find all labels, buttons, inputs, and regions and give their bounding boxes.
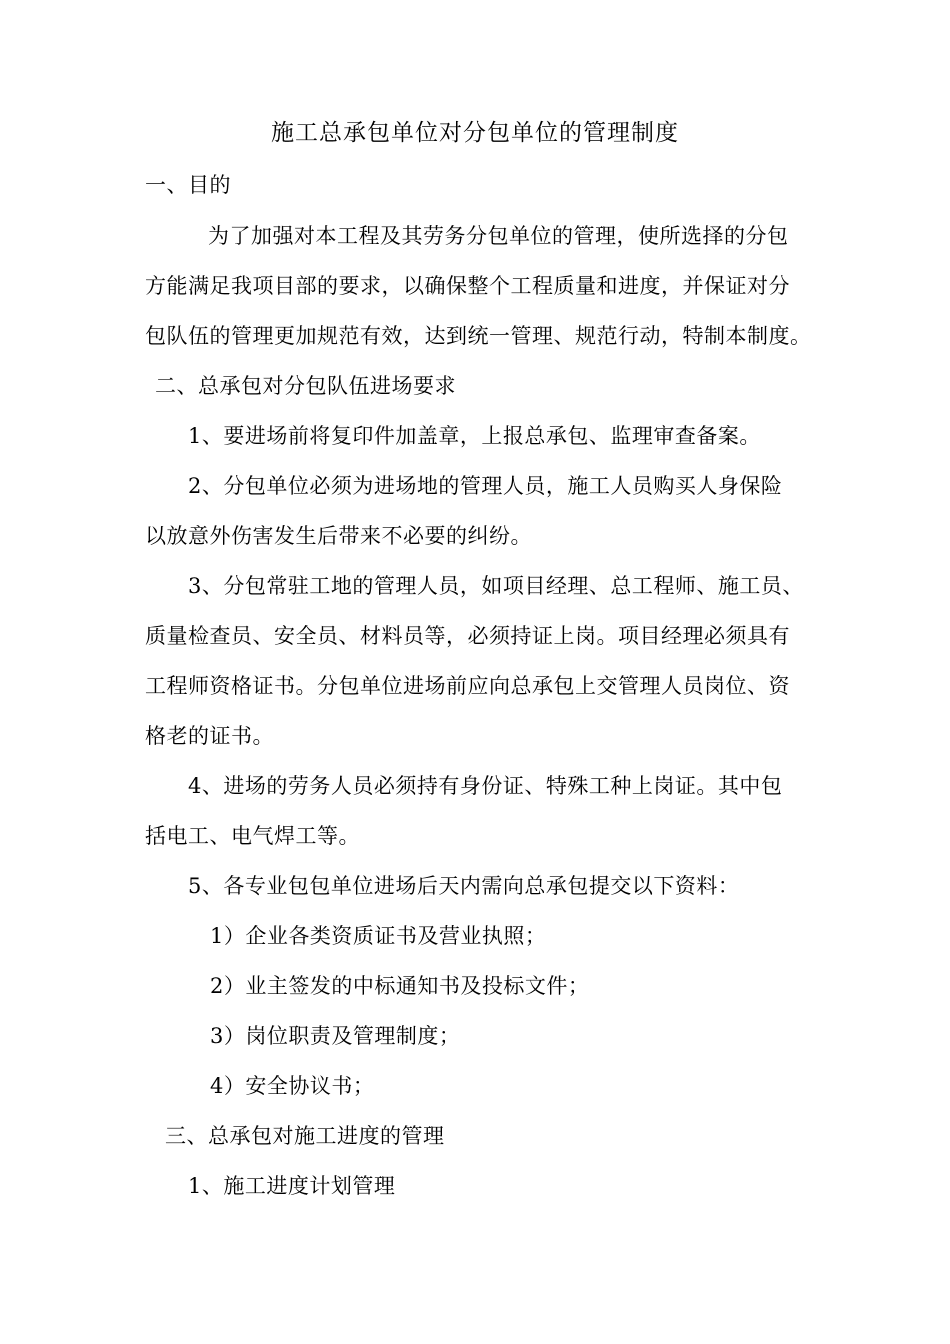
paragraph-line: 4、进场的劳务人员必须持有身份证、特殊工种上岗证。其中包 [188,774,783,798]
paragraph-line: 方能满足我项目部的要求，以确保整个工程质量和进度，并保证对分 [145,274,790,298]
list-item: 2）业主签发的中标通知书及投标文件； [210,974,590,998]
section-heading-purpose: 一、目的 [145,173,231,197]
paragraph-line: 为了加强对本工程及其劳务分包单位的管理，使所选择的分包 [208,224,789,248]
list-item: 4）安全协议书； [210,1074,375,1098]
section-heading-entry-requirements: 二、总承包对分包队伍进场要求 [155,374,456,398]
document-title: 施工总承包单位对分包单位的管理制度 [271,120,679,146]
paragraph-line: 质量检查员、安全员、材料员等，必须持证上岗。项目经理必须具有 [145,624,790,648]
paragraph-line: 2、分包单位必须为进场地的管理人员，施工人员购买人身保险 [188,474,783,498]
paragraph-line: 5、各专业包包单位进场后天内需向总承包提交以下资料： [188,874,740,898]
section-heading-schedule-management: 三、总承包对施工进度的管理 [165,1124,445,1148]
paragraph-line: 括电工、电气焊工等。 [145,824,360,848]
list-item: 3）岗位职责及管理制度； [210,1024,461,1048]
paragraph-line: 包队伍的管理更加规范有效，达到统一管理、规范行动，特制本制度。 [145,324,812,348]
paragraph-line: 格老的证书。 [145,724,274,748]
list-item: 1）企业各类资质证书及营业执照； [210,924,547,948]
paragraph-line: 1、施工进度计划管理 [188,1174,396,1198]
paragraph-line: 以放意外伤害发生后带来不必要的纠纷。 [145,524,532,548]
paragraph-line: 3、分包常驻工地的管理人员，如项目经理、总工程师、施工员、 [188,574,804,598]
paragraph-line: 1、要进场前将复印件加盖章，上报总承包、监理审查备案。 [188,424,761,448]
paragraph-line: 工程师资格证书。分包单位进场前应向总承包上交管理人员岗位、资 [145,674,790,698]
